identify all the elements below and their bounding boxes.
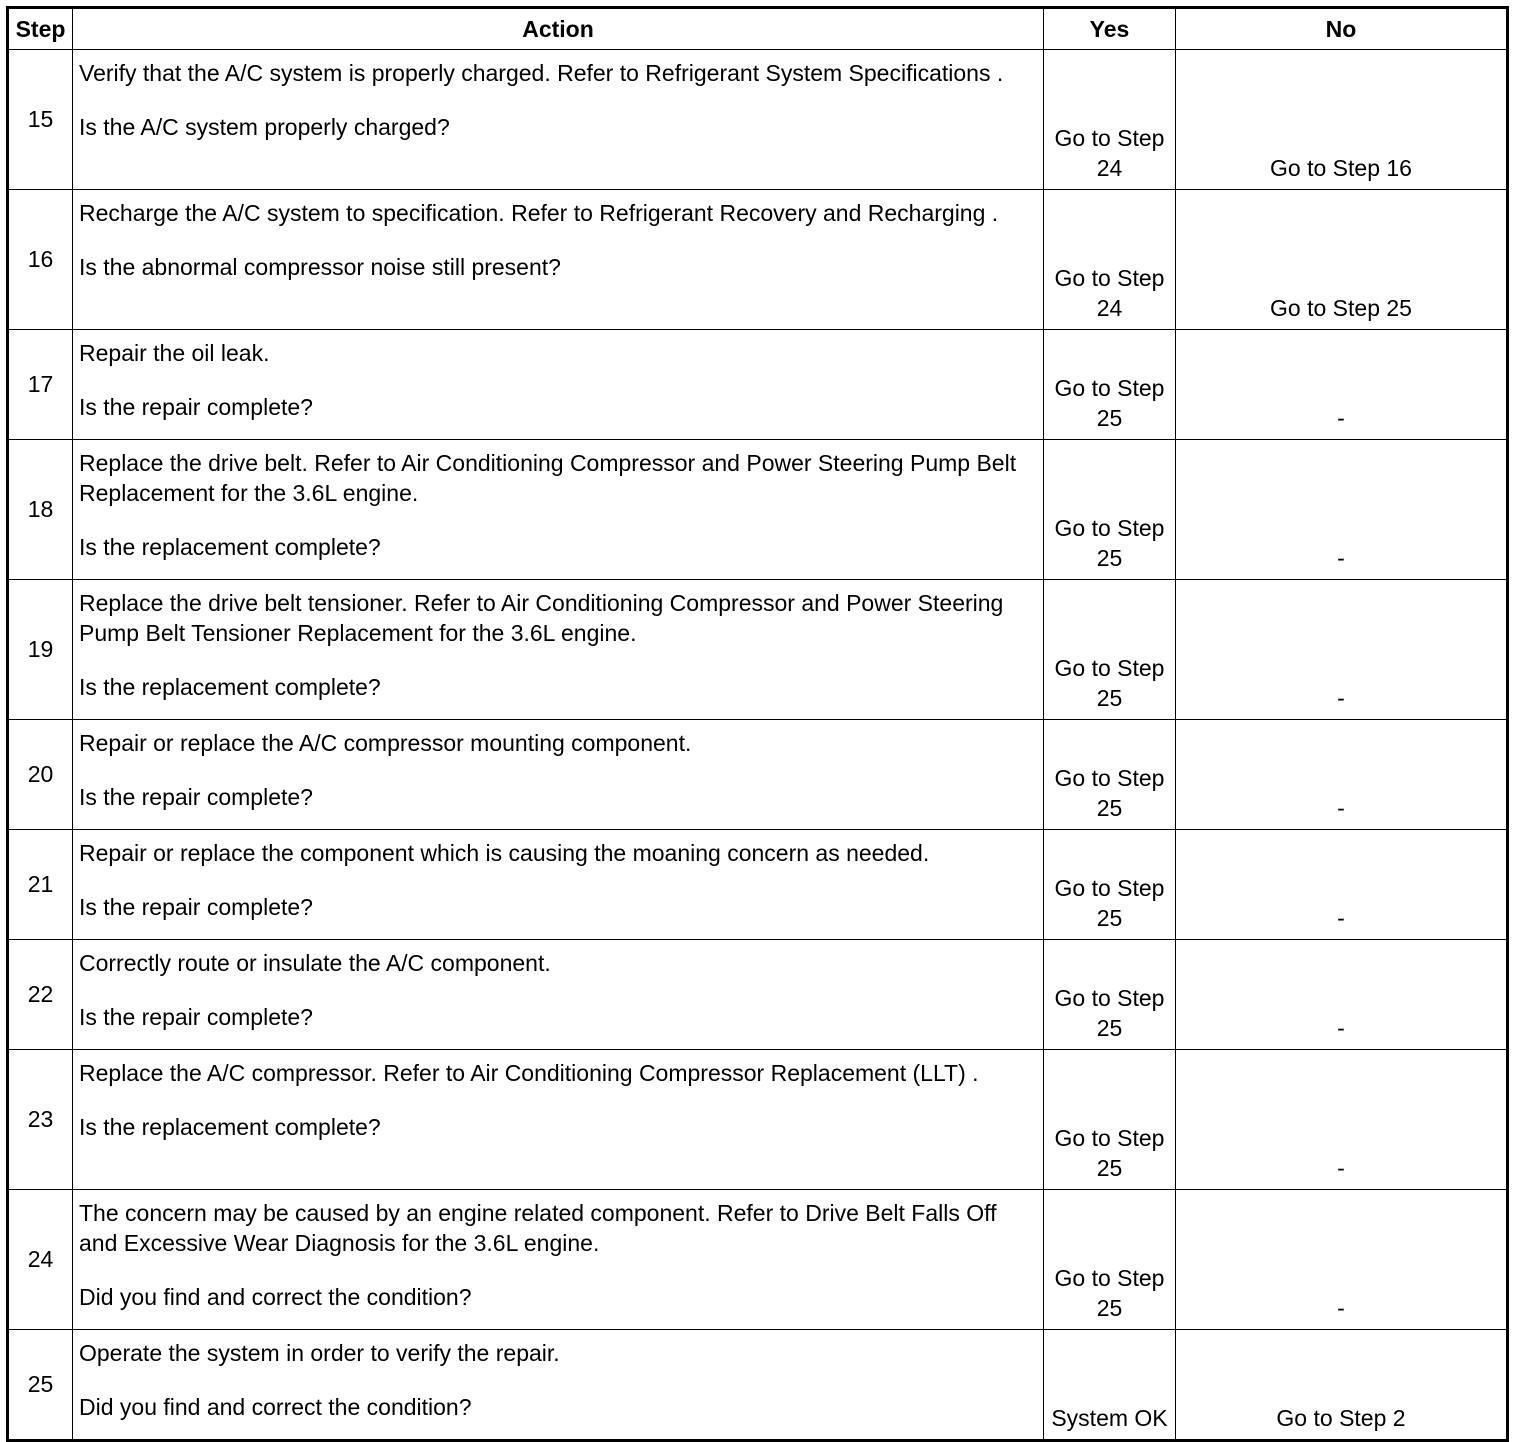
- step-number: 18: [8, 440, 73, 580]
- no-result: -: [1176, 1050, 1508, 1190]
- action-text: The concern may be caused by an engine related component. Refer to Drive Belt Falls Off and Excessive Wear Diagnosis for the 3.6L engine.: [79, 1200, 997, 1256]
- no-result: -: [1176, 330, 1508, 440]
- step-number: 20: [8, 720, 73, 830]
- table-row: [8, 1190, 1508, 1330]
- action-text: Replace the A/C compressor. Refer to Air Conditioning Compressor Replacement (LLT) .: [79, 1060, 979, 1086]
- yes-result: Go to Step 25: [1044, 830, 1176, 940]
- action-text: Replace the drive belt tensioner. Refer to Air Conditioning Compressor and Power Steering Pump Belt Tensioner Replacement for the 3.6L engine.: [79, 590, 1004, 646]
- step-number: 15: [8, 50, 73, 190]
- action-text: Repair the oil leak.: [79, 340, 270, 366]
- action-cell: [73, 580, 1044, 720]
- step-number: 25: [8, 1330, 73, 1441]
- table-row: [8, 720, 1508, 830]
- action-question: Is the repair complete?: [79, 1004, 313, 1030]
- step-number: 16: [8, 190, 73, 330]
- action-cell: [73, 1050, 1044, 1190]
- table-row: [8, 50, 1508, 190]
- header-action: Action: [73, 8, 1044, 50]
- action-question: Is the repair complete?: [79, 394, 313, 420]
- table-row: [8, 440, 1508, 580]
- header-yes: Yes: [1044, 8, 1176, 50]
- action-cell: [73, 440, 1044, 580]
- table-row: [8, 830, 1508, 940]
- yes-result: Go to Step 25: [1044, 940, 1176, 1050]
- yes-result: Go to Step 25: [1044, 1190, 1176, 1330]
- step-number: 23: [8, 1050, 73, 1190]
- table-row: [8, 330, 1508, 440]
- table-row: [8, 190, 1508, 330]
- no-result: Go to Step 25: [1176, 190, 1508, 330]
- action-question: Is the repair complete?: [79, 894, 313, 920]
- action-question: Is the replacement complete?: [79, 674, 381, 700]
- header-no: No: [1176, 8, 1508, 50]
- no-result: Go to Step 2: [1176, 1330, 1508, 1441]
- step-number: 24: [8, 1190, 73, 1330]
- yes-result: Go to Step 25: [1044, 440, 1176, 580]
- no-result: -: [1176, 440, 1508, 580]
- yes-result: Go to Step 25: [1044, 330, 1176, 440]
- no-result: Go to Step 16: [1176, 50, 1508, 190]
- action-question: Is the A/C system properly charged?: [79, 114, 450, 140]
- action-text: Recharge the A/C system to specification. Refer to Refrigerant Recovery and Recharging .: [79, 200, 999, 226]
- no-result: -: [1176, 940, 1508, 1050]
- action-cell: [73, 1190, 1044, 1330]
- step-number: 22: [8, 940, 73, 1050]
- table-row: [8, 1050, 1508, 1190]
- action-text: Repair or replace the A/C compressor mounting component.: [79, 730, 692, 756]
- step-number: 17: [8, 330, 73, 440]
- action-cell: [73, 50, 1044, 190]
- action-question: Is the repair complete?: [79, 784, 313, 810]
- action-text: Replace the drive belt. Refer to Air Conditioning Compressor and Power Steering Pump Belt Replacement for the 3.6L engine.: [79, 450, 1017, 506]
- action-question: Did you find and correct the condition?: [79, 1284, 472, 1310]
- yes-result: Go to Step 25: [1044, 580, 1176, 720]
- step-number: 21: [8, 830, 73, 940]
- table-row: [8, 940, 1508, 1050]
- action-cell: [73, 1330, 1044, 1441]
- action-question: Is the abnormal compressor noise still present?: [79, 254, 561, 280]
- no-result: -: [1176, 720, 1508, 830]
- action-text: Repair or replace the component which is causing the moaning concern as needed.: [79, 840, 930, 866]
- action-question: Is the replacement complete?: [79, 1114, 381, 1140]
- table-row: [8, 1330, 1508, 1441]
- no-result: -: [1176, 830, 1508, 940]
- action-text: Correctly route or insulate the A/C component.: [79, 950, 551, 976]
- action-cell: [73, 830, 1044, 940]
- action-text: Verify that the A/C system is properly charged. Refer to Refrigerant System Specifications .: [79, 60, 1004, 86]
- yes-result: Go to Step 25: [1044, 720, 1176, 830]
- table-row: [8, 580, 1508, 720]
- step-number: 19: [8, 580, 73, 720]
- header-step: Step: [8, 8, 73, 50]
- yes-result: System OK: [1044, 1330, 1176, 1441]
- header-row: [8, 8, 1508, 50]
- action-cell: [73, 720, 1044, 830]
- yes-result: Go to Step 25: [1044, 1050, 1176, 1190]
- no-result: -: [1176, 1190, 1508, 1330]
- yes-result: Go to Step 24: [1044, 50, 1176, 190]
- action-question: Did you find and correct the condition?: [79, 1394, 472, 1420]
- action-text: Operate the system in order to verify the repair.: [79, 1340, 560, 1366]
- diagnostic-table: [6, 6, 1509, 1442]
- no-result: -: [1176, 580, 1508, 720]
- action-cell: [73, 330, 1044, 440]
- yes-result: Go to Step 24: [1044, 190, 1176, 330]
- action-cell: [73, 190, 1044, 330]
- action-cell: [73, 940, 1044, 1050]
- action-question: Is the replacement complete?: [79, 534, 381, 560]
